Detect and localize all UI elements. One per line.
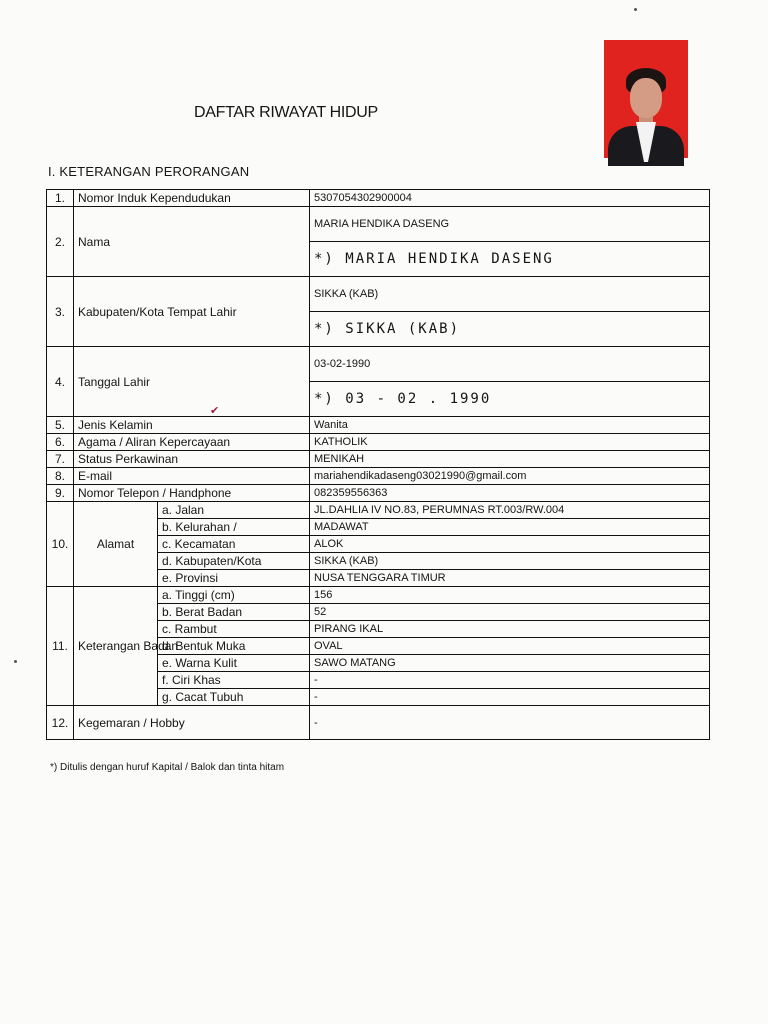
row-number: 10. [47,502,74,587]
table-row [47,277,710,312]
address-kabupaten-value: SIKKA (KAB) [310,553,710,570]
personal-info-table [46,189,710,740]
pen-mark-icon: ✔ [210,405,220,417]
table-row [47,451,710,468]
row-label: Alamat [74,502,158,587]
table-row [47,347,710,382]
row-number: 12. [47,706,74,740]
weight-label: b. Berat Badan [158,604,310,621]
face-shape-value: OVAL [310,638,710,655]
gender-value: Wanita [310,417,710,434]
hair-value: PIRANG IKAL [310,621,710,638]
birthdate-handwritten: *) 03 - 02 . 1990 [310,382,710,417]
row-label: Nomor Induk Kependudukan [74,190,310,207]
table-row [47,434,710,451]
table-row [47,190,710,207]
table-row [47,207,710,242]
disability-value: - [310,689,710,706]
height-label: a. Tinggi (cm) [158,587,310,604]
row-number: 3. [47,277,74,347]
birthplace-value: SIKKA (KAB) [310,277,710,312]
address-kabupaten-label: d. Kabupaten/Kota [158,553,310,570]
address-street-label: a. Jalan [158,502,310,519]
address-provinsi-label: e. Provinsi [158,570,310,587]
hobby-value: - [310,706,710,740]
table-row [47,587,710,604]
name-value: MARIA HENDIKA DASENG [310,207,710,242]
address-street-value: JL.DAHLIA IV NO.83, PERUMNAS RT.003/RW.004 [310,502,710,519]
face-shape-label: d. Bentuk Muka [158,638,310,655]
skin-color-value: SAWO MATANG [310,655,710,672]
section-title: I. KETERANGAN PERORANGAN [48,164,250,179]
row-label: Nama [74,207,310,277]
row-number: 7. [47,451,74,468]
disability-label: g. Cacat Tubuh [158,689,310,706]
address-kelurahan-label: b. Kelurahan / [158,519,310,536]
row-number: 9. [47,485,74,502]
address-provinsi-value: NUSA TENGGARA TIMUR [310,570,710,587]
address-kecamatan-label: c. Kecamatan [158,536,310,553]
hair-label: c. Rambut [158,621,310,638]
scan-speck [634,8,637,11]
profile-photo [604,40,688,158]
table-row [47,417,710,434]
row-label: Kegemaran / Hobby [74,706,310,740]
row-number: 8. [47,468,74,485]
special-mark-label: f. Ciri Khas [158,672,310,689]
skin-color-label: e. Warna Kulit [158,655,310,672]
row-label: Status Perkawinan [74,451,310,468]
row-number: 2. [47,207,74,277]
height-value: 156 [310,587,710,604]
row-number: 1. [47,190,74,207]
table-row [47,706,710,740]
footnote: *) Ditulis dengan huruf Kapital / Balok dan tinta hitam [50,762,285,773]
email-value: mariahendikadaseng03021990@gmail.com [310,468,710,485]
row-label: Tanggal Lahir [74,347,310,417]
row-number: 4. [47,347,74,417]
name-handwritten: *) MARIA HENDIKA DASENG [310,242,710,277]
row-number: 5. [47,417,74,434]
religion-value: KATHOLIK [310,434,710,451]
row-number: 6. [47,434,74,451]
table-row [47,468,710,485]
marital-status-value: MENIKAH [310,451,710,468]
birthplace-handwritten: *) SIKKA (KAB) [310,312,710,347]
table-row [47,502,710,519]
nik-value: 5307054302900004 [310,190,710,207]
row-label: Kabupaten/Kota Tempat Lahir [74,277,310,347]
row-number: 11. [47,587,74,706]
weight-value: 52 [310,604,710,621]
row-label: Keterangan Badan [74,587,158,706]
address-kecamatan-value: ALOK [310,536,710,553]
table-row [47,485,710,502]
page-title: DAFTAR RIWAYAT HIDUP [194,104,378,121]
special-mark-value: - [310,672,710,689]
phone-value: 082359556363 [310,485,710,502]
birthdate-value: 03-02-1990 [310,347,710,382]
row-label: Agama / Aliran Kepercayaan [74,434,310,451]
scan-speck [14,660,17,663]
row-label: E-mail [74,468,310,485]
row-label: Jenis Kelamin [74,417,310,434]
row-label: Nomor Telepon / Handphone [74,485,310,502]
address-kelurahan-value: MADAWAT [310,519,710,536]
